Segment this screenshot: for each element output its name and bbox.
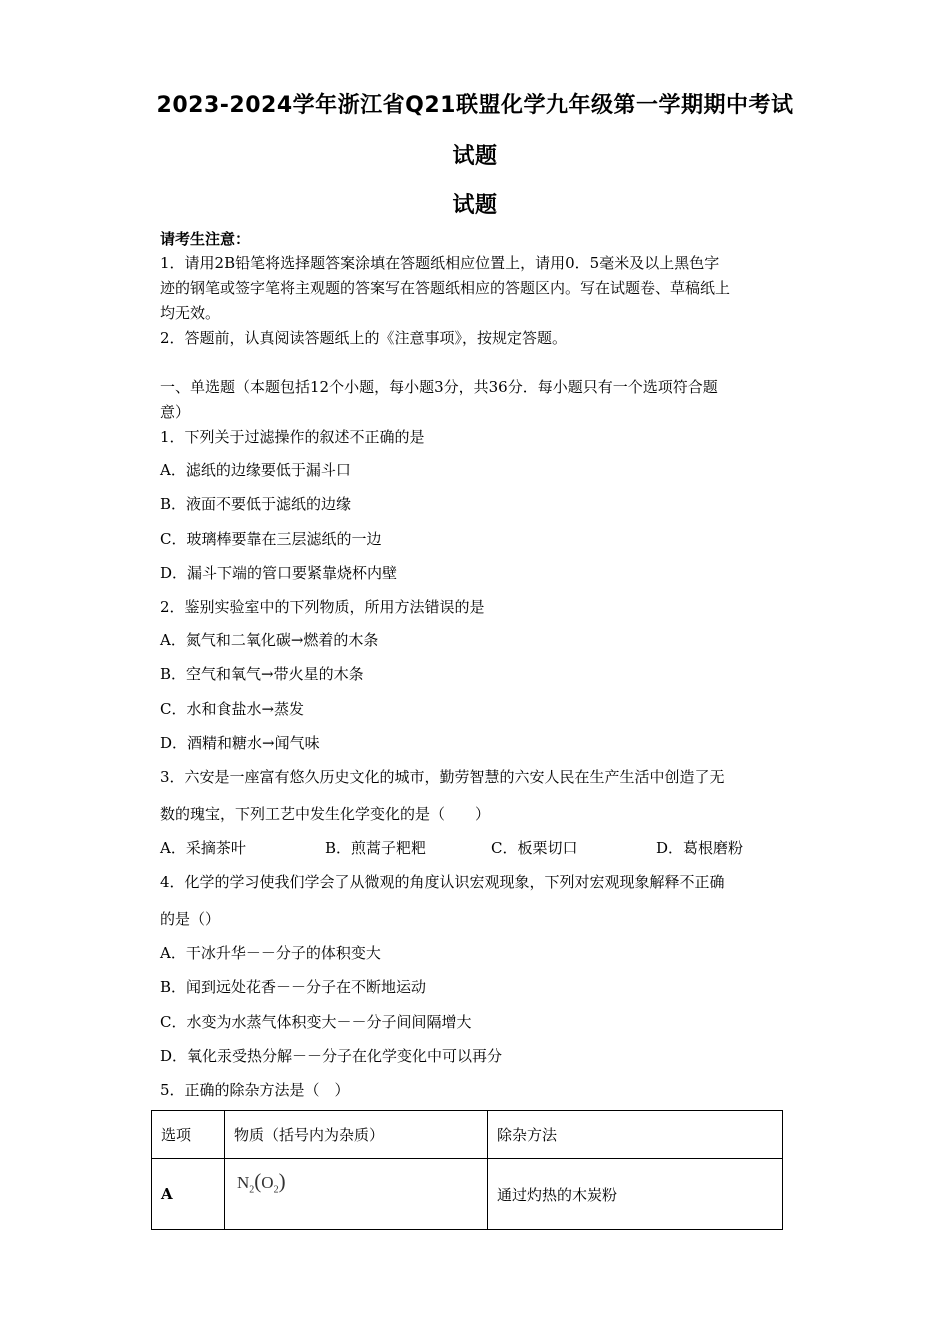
- page-title-line2: 试题: [452, 144, 498, 169]
- table-cell-method: 通过灼热的木炭粉: [488, 1159, 783, 1230]
- table-cell-option: A: [152, 1159, 225, 1230]
- formula-element: O: [261, 1173, 274, 1192]
- page-title: 2023-2024学年浙江省Q21联盟化学九年级第一学期期中考试: [156, 93, 794, 118]
- question-stem-cont: 数的瑰宝，下列工艺中发生化学变化的是（ ）: [160, 805, 491, 823]
- answer-option: A．采摘茶叶: [160, 839, 246, 857]
- formula-paren-close: ): [278, 1169, 286, 1193]
- answer-option: C．水变为水蒸气体积变大－－分子间间隔增大: [160, 1013, 472, 1031]
- table-cell-substance: [225, 1159, 488, 1230]
- formula-subscript: 2: [249, 1184, 255, 1196]
- table-header-cell: 选项: [152, 1111, 225, 1159]
- purification-table: [151, 1110, 783, 1230]
- table-header-cell: 除杂方法: [488, 1111, 783, 1159]
- answer-option: C．水和食盐水→蒸发: [160, 700, 305, 718]
- answer-option: C．板栗切口: [491, 839, 578, 857]
- question-stem: 1．下列关于过滤操作的叙述不正确的是: [160, 428, 425, 446]
- table-header-row: [152, 1111, 783, 1159]
- answer-option: B．空气和氧气→带火星的木条: [160, 665, 364, 683]
- question-stem-cont: 的是（）: [160, 910, 221, 928]
- page-subtitle: 试题: [452, 193, 498, 218]
- notice-heading: 请考生注意：: [160, 230, 251, 248]
- answer-option: C．玻璃棒要靠在三层滤纸的一边: [160, 530, 382, 548]
- question-stem: 2．鉴别实验室中的下列物质，所用方法错误的是: [160, 598, 485, 616]
- formula-subscript: 2: [273, 1184, 279, 1196]
- formula-paren-open: (: [254, 1169, 262, 1193]
- answer-option: D．漏斗下端的管口要紧靠烧杯内壁: [160, 564, 398, 582]
- notice-line: 均无效。: [160, 304, 221, 322]
- question-stem: 5．正确的除杂方法是（ ）: [160, 1081, 350, 1099]
- table-row: [152, 1159, 783, 1230]
- answer-option: D．葛根磨粉: [656, 839, 744, 857]
- section-heading-cont: 意）: [160, 403, 191, 421]
- formula-element: N: [237, 1173, 250, 1192]
- notice-line: 2．答题前，认真阅读答题纸上的《注意事项》，按规定答题。: [160, 329, 568, 347]
- answer-option: A．滤纸的边缘要低于漏斗口: [160, 461, 351, 479]
- question-stem: 4．化学的学习使我们学会了从微观的角度认识宏观现象，下列对宏观现象解释不正确: [160, 873, 725, 891]
- notice-line: 迹的钢笔或签字笔将主观题的答案写在答题纸相应的答题区内。写在试题卷、草稿纸上: [160, 279, 731, 297]
- answer-option: D．酒精和糖水→闻气味: [160, 734, 320, 752]
- question-stem: 3．六安是一座富有悠久历史文化的城市，勤劳智慧的六安人民在生产生活中创造了无: [160, 768, 725, 786]
- section-heading: 一、单选题（本题包括12个小题，每小题3分，共36分．每小题只有一个选项符合题: [160, 378, 718, 396]
- table-header-cell: 物质（括号内为杂质）: [225, 1111, 488, 1159]
- notice-line: 1．请用2B铅笔将选择题答案涂填在答题纸相应位置上，请用0．5毫米及以上黑色字: [160, 254, 720, 272]
- answer-option: B．煎蒿子粑粑: [325, 839, 427, 857]
- answer-option: A．氮气和二氧化碳→燃着的木条: [160, 631, 379, 649]
- answer-option: D．氧化汞受热分解－－分子在化学变化中可以再分: [160, 1047, 503, 1065]
- answer-option: A．干冰升华－－分子的体积变大: [160, 944, 381, 962]
- answer-option: B．闻到远处花香－－分子在不断地运动: [160, 978, 427, 996]
- answer-option: B．液面不要低于滤纸的边缘: [160, 495, 352, 513]
- chemical-formula: [237, 1169, 286, 1196]
